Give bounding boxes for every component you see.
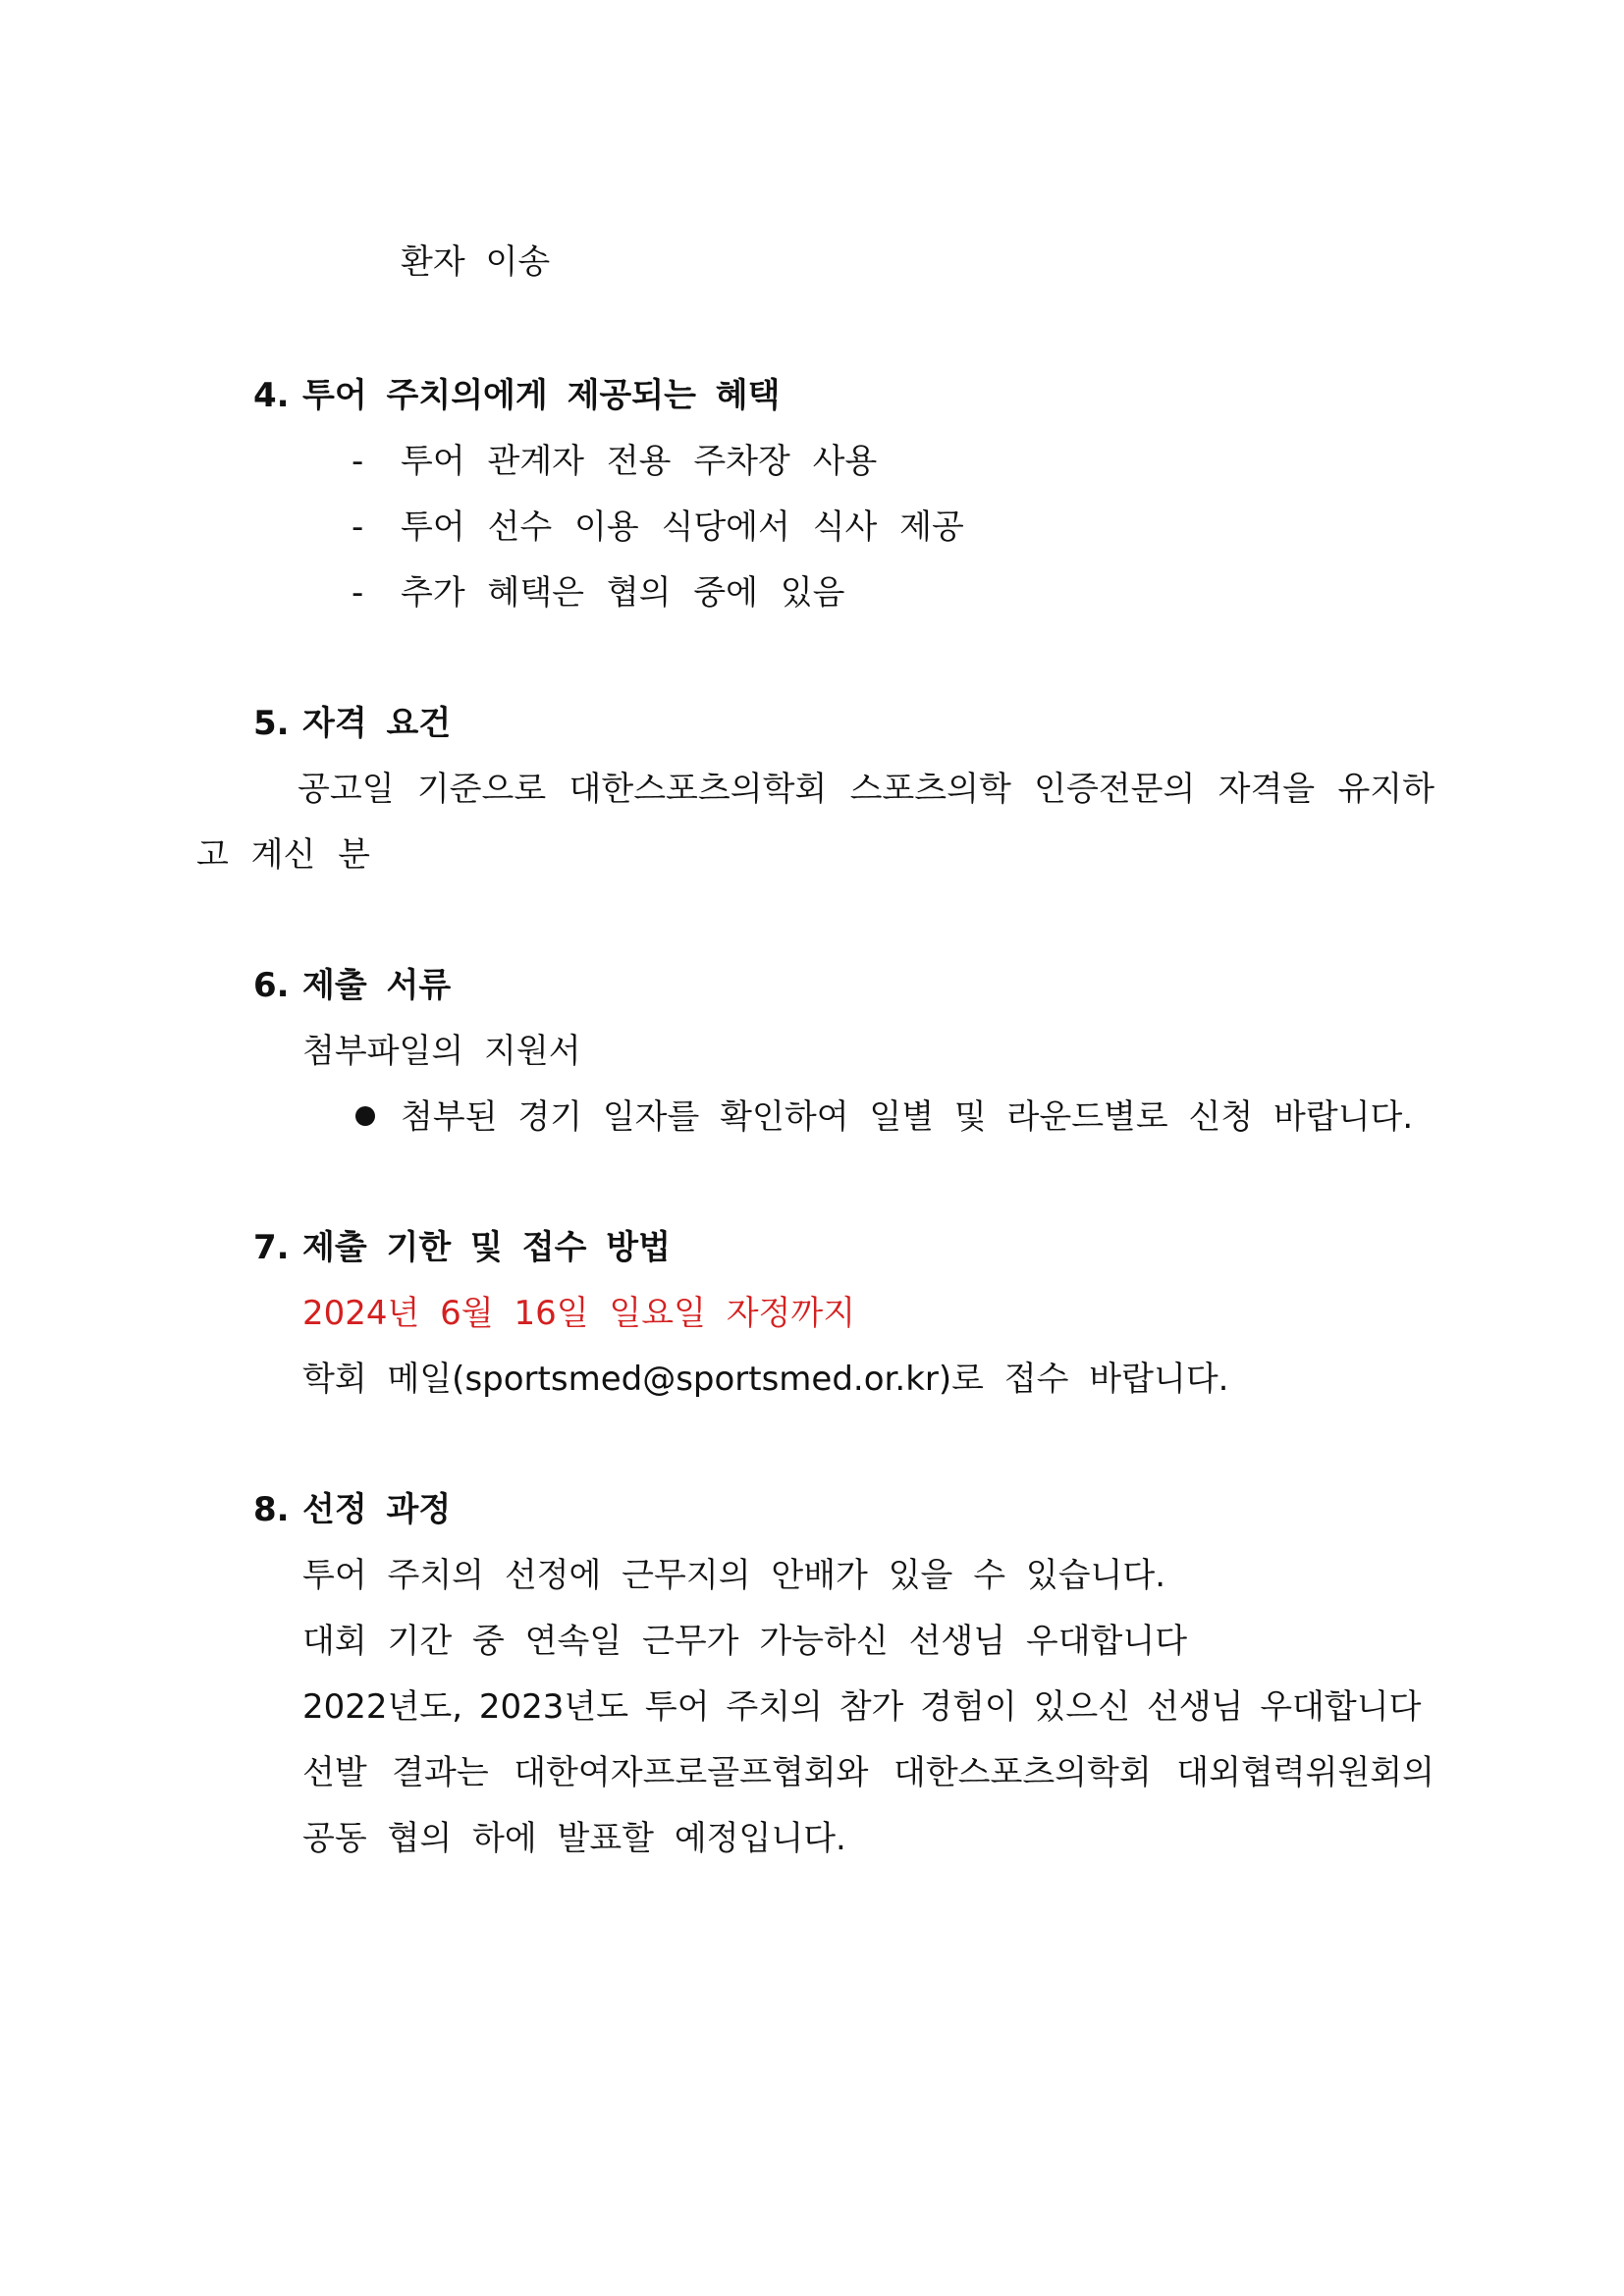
section8-line-3: 2022년도, 2023년도 투어 주치의 참가 경험이 있으신 선생님 우대합니다 — [302, 1687, 1422, 1727]
section7-deadline: 2024년 6월 16일 일요일 자정까지 — [302, 1294, 856, 1333]
section5-line-2: 고 계신 분 — [196, 835, 370, 875]
intro-continuation: 환자 이송 — [401, 242, 551, 282]
section8-number: 8. — [253, 1490, 290, 1529]
section8-line-1: 투어 주치의 선정에 근무지의 안배가 있을 수 있습니다. — [302, 1556, 1166, 1595]
section6-title: 제출 서류 — [302, 966, 452, 1005]
section8-title: 선정 과정 — [302, 1490, 452, 1529]
section8-line-2: 대회 기간 중 연속일 근무가 가능하신 선생님 우대합니다 — [302, 1622, 1188, 1661]
section4-item-3: 추가 혜택은 협의 중에 있음 — [401, 573, 845, 613]
section5-title: 자격 요건 — [302, 704, 452, 743]
section7-title: 제출 기한 및 접수 방법 — [302, 1228, 671, 1267]
section8-line-5: 공동 협의 하에 발표할 예정입니다. — [302, 1819, 846, 1858]
section4-item-1: 투어 관계자 전용 주차장 사용 — [401, 442, 878, 481]
section6-number: 6. — [253, 966, 290, 1005]
section8-line-4: 선발 결과는 대한여자프로골프협회와 대한스포츠의학회 대외협력위원회의 — [302, 1753, 1435, 1792]
section4-number: 4. — [253, 376, 290, 415]
section4-item-2: 투어 선수 이용 식당에서 식사 제공 — [401, 507, 964, 547]
section4-title: 투어 주치의에게 제공되는 혜택 — [302, 376, 781, 415]
section4-bullet-2: - — [352, 507, 364, 547]
section5-number: 5. — [253, 704, 290, 743]
section7-method: 학회 메일(sportsmed@sportsmed.or.kr)로 접수 바랍니다. — [302, 1360, 1229, 1399]
section4-bullet-3: - — [352, 573, 364, 613]
section4-bullet-1: - — [352, 442, 364, 481]
section5-line-1: 공고일 기준으로 대한스포츠의학회 스포츠의학 인증전문의 자격을 유지하 — [298, 770, 1435, 809]
section6-line-1: 첨부파일의 지원서 — [302, 1032, 581, 1071]
section7-number: 7. — [253, 1228, 290, 1267]
section6-bullet-item: 첨부된 경기 일자를 확인하여 일별 및 라운드별로 신청 바랍니다. — [401, 1097, 1414, 1137]
bullet-dot-icon — [355, 1106, 375, 1126]
